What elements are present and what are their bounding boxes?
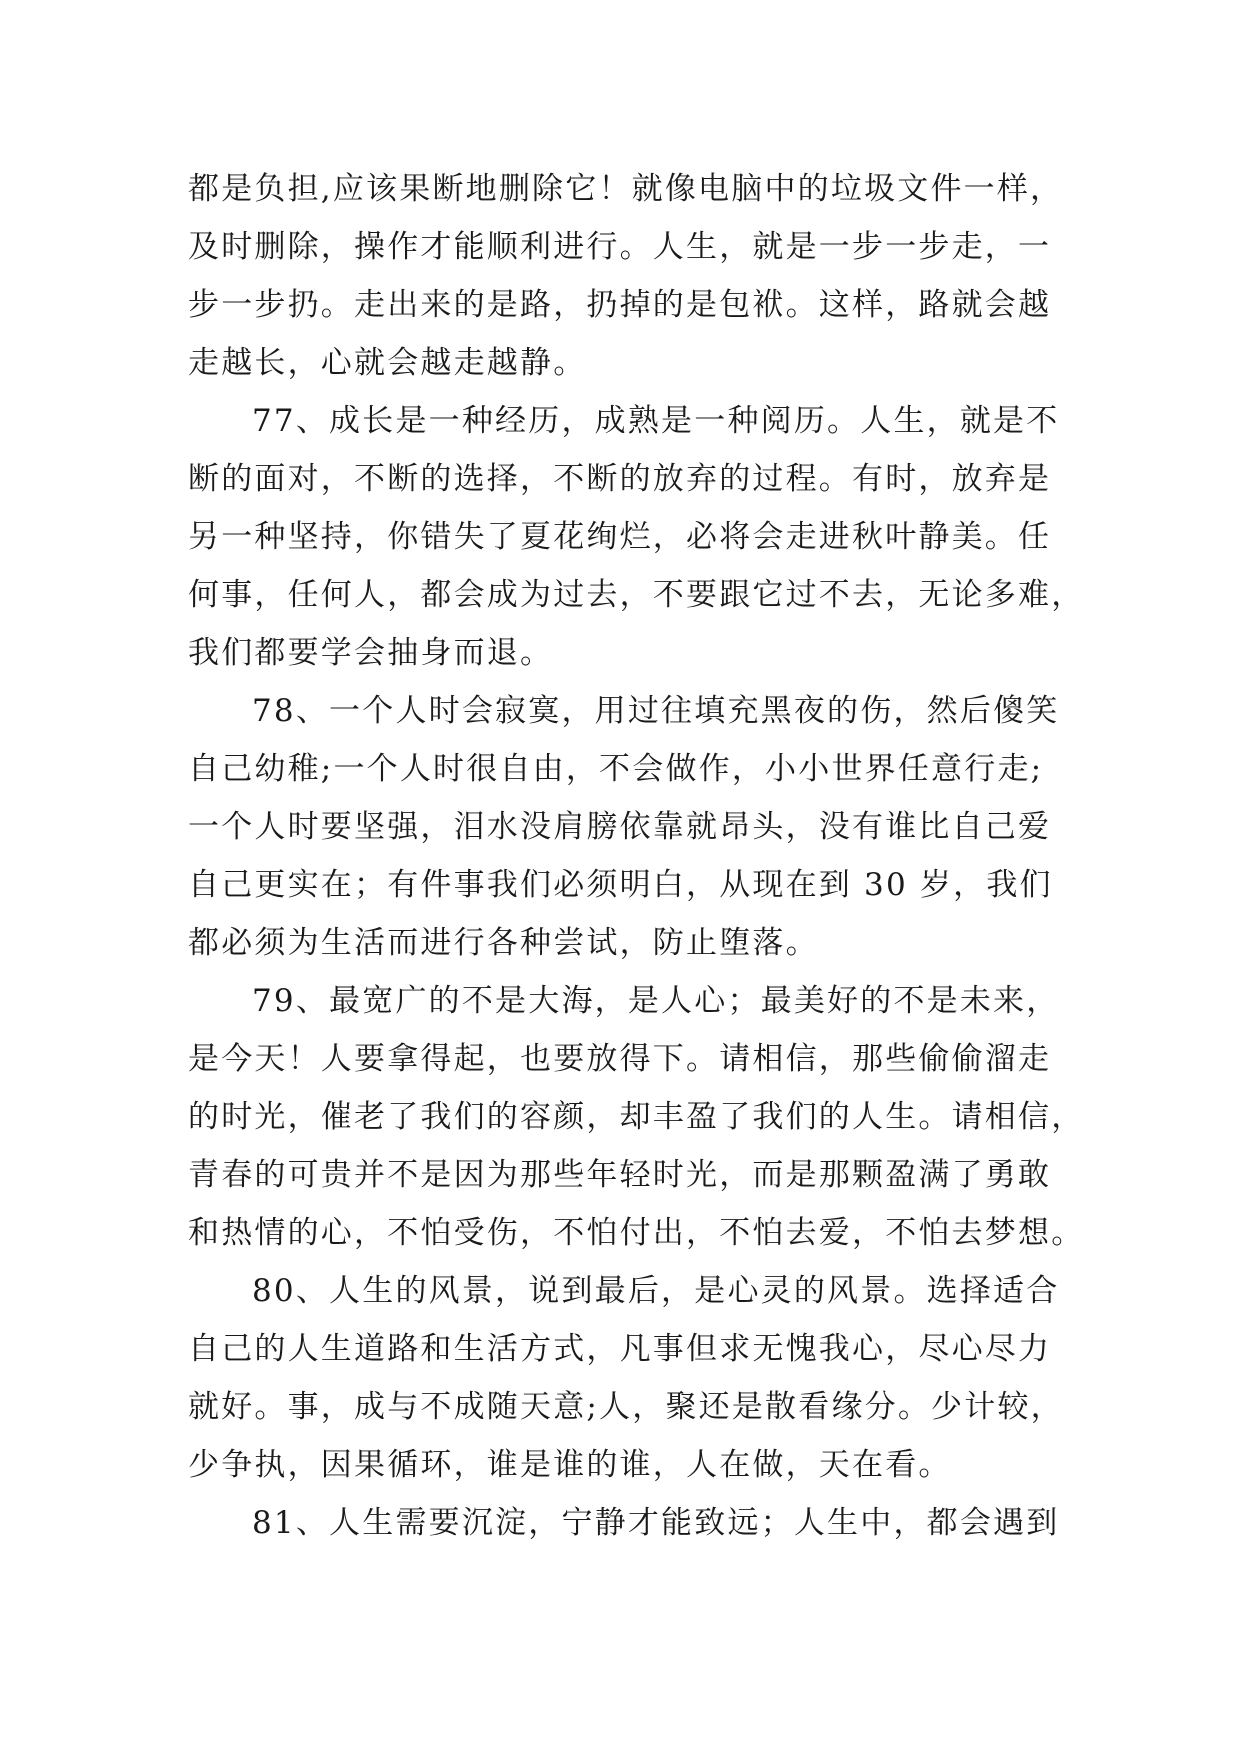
text-line: 自己的人生道路和生活方式，凡事但求无愧我心，尽心尽力 [188, 1331, 1052, 1367]
text-line: 少争执，因果循环，谁是谁的谁，人在做，天在看。 [188, 1447, 952, 1483]
paragraph-78-start: 78、一个人时会寂寞，用过往填充黑夜的伤，然后傻笑 [252, 693, 1060, 729]
paragraph-77-start: 77、成长是一种经历，成熟是一种阅历。人生，就是不 [252, 403, 1060, 439]
text-line: 断的面对，不断的选择，不断的放弃的过程。有时，放弃是 [188, 461, 1052, 497]
text-line: 我们都要学会抽身而退。 [188, 635, 554, 671]
paragraph-79-start: 79、最宽广的不是大海，是人心；最美好的不是未来， [252, 983, 1060, 1019]
text-line: 的时光，催老了我们的容颜，却丰盈了我们的人生。请相信， [188, 1099, 1085, 1135]
text-line: 都必须为生活而进行各种尝试，防止堕落。 [188, 925, 819, 961]
text-line: 青春的可贵并不是因为那些年轻时光，而是那颗盈满了勇敢 [188, 1157, 1052, 1193]
document-body [188, 160, 1088, 1552]
text-line: 就好。事，成与不成随天意;人，聚还是散看缘分。少计较， [188, 1389, 1064, 1425]
text-line: 及时删除，操作才能顺利进行。人生，就是一步一步走，一 [188, 229, 1052, 265]
text-line: 另一种坚持，你错失了夏花绚烂，必将会走进秋叶静美。任 [188, 519, 1052, 555]
text-line: 自己幼稚;一个人时很自由，不会做作，小小世界任意行走; [188, 751, 1044, 787]
text-line: 走越长，心就会越走越静。 [188, 345, 587, 381]
text-line: 自己更实在；有件事我们必须明白，从现在到 30 岁，我们 [188, 867, 1053, 903]
text-line: 步一步扔。走出来的是路，扔掉的是包袱。这样，路就会越 [188, 287, 1052, 323]
paragraph-81-start: 81、人生需要沉淀，宁静才能致远；人生中，都会遇到 [252, 1505, 1060, 1541]
text-line: 和热情的心，不怕受伤，不怕付出，不怕去爱，不怕去梦想。 [188, 1215, 1085, 1251]
text-line: 是今天！人要拿得起，也要放得下。请相信，那些偷偷溜走 [188, 1041, 1052, 1077]
text-line: 都是负担,应该果断地删除它！就像电脑中的垃圾文件一样， [188, 171, 1064, 207]
text-line: 一个人时要坚强，泪水没肩膀依靠就昂头，没有谁比自己爱 [188, 809, 1052, 845]
paragraph-80-start: 80、人生的风景，说到最后，是心灵的风景。选择适合 [252, 1273, 1060, 1309]
text-line: 何事，任何人，都会成为过去，不要跟它过不去，无论多难， [188, 577, 1085, 613]
